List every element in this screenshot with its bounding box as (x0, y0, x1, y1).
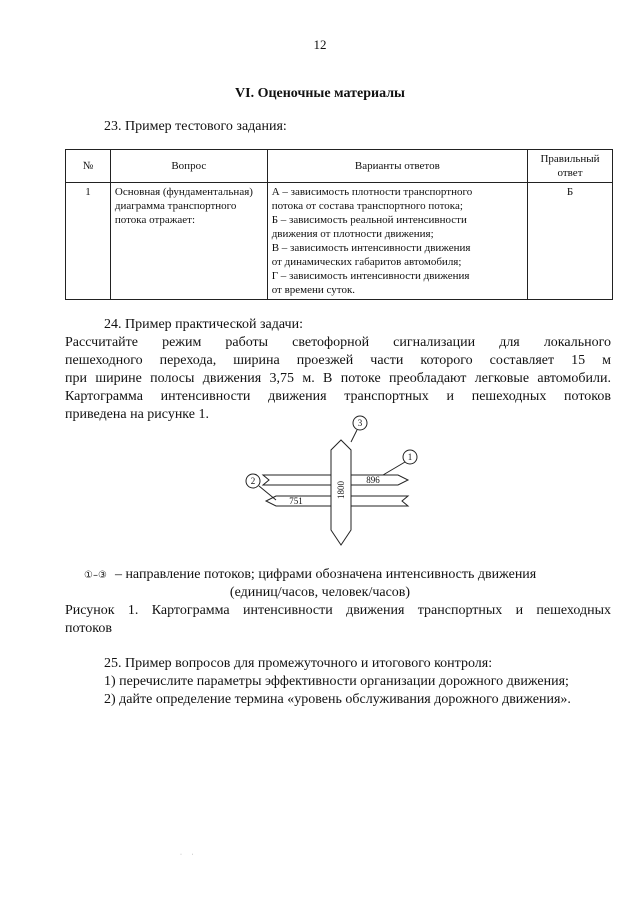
page-number: 12 (313, 37, 327, 52)
leader-line-1 (383, 462, 405, 475)
flow-cartogram (238, 412, 428, 557)
flow-value-1: 896 (366, 475, 380, 485)
practical-task-heading: 24. Пример практической задачи: (104, 317, 303, 332)
practical-task-line: Картограмма интенсивности движения транспортных и пешеходных потоков (65, 389, 611, 404)
row-question: Основная (фундаментальная) диаграмма транспортного потока отражает: (110, 183, 267, 300)
leader-line-3 (351, 430, 357, 442)
flow-label-1: 1 (407, 452, 413, 462)
control-question-item: 2) дайте определение термина «уровень обслуживания дорожного движения». (104, 692, 571, 707)
test-table (65, 149, 613, 300)
practical-task-line: пешеходного перехода, ширина проезжей части которого составляет 15 м (65, 353, 611, 368)
leader-line-2 (259, 486, 276, 500)
legend-text: – направление потоков; цифрами обозначена интенсивность движения (114, 567, 537, 582)
practical-task-line: при ширине полосы движения 3,75 м. В потоке преобладают легковые автомобили. (65, 371, 611, 386)
option-line: от динамических габаритов автомобиля; (271, 256, 462, 268)
header-options: Варианты ответов (267, 150, 527, 183)
option-line: от времени суток. (271, 284, 356, 296)
option-line: Б – зависимость реальной интенсивности (271, 214, 467, 226)
option-line: В – зависимость интенсивности движения (271, 242, 471, 254)
option-line: потока от состава транспортного потока; (271, 200, 463, 212)
option-line: движения от плотности движения; (271, 228, 434, 240)
diagram-legend (84, 566, 536, 584)
option-line: Г – зависимость интенсивности движения (271, 270, 470, 282)
scan-mark: · · (180, 852, 198, 858)
flow-value-3: 1800 (336, 481, 346, 499)
control-question-item: 1) перечислите параметры эффективности организации дорожного движения; (104, 674, 569, 689)
option-line: А – зависимость плотности транспортного (271, 186, 473, 198)
flow-circle-icon: ①–③ (84, 570, 107, 581)
header-number: № (66, 150, 111, 183)
header-answer: Правильный ответ (528, 150, 613, 183)
flow-label-3: 3 (357, 418, 363, 428)
practical-task-line: приведена на рисунке 1. (65, 407, 209, 422)
control-questions-heading: 25. Пример вопросов для промежуточного и итогового контроля: (104, 656, 493, 671)
header-question: Вопрос (110, 150, 267, 183)
flow-label-2: 2 (250, 476, 256, 486)
section-title: VI. Оценочные материалы (235, 86, 405, 101)
figure-caption-cont: потоков (65, 621, 112, 636)
table-row (66, 183, 613, 300)
test-example-heading: 23. Пример тестового задания: (104, 119, 287, 134)
row-options (267, 183, 527, 300)
legend-units: (единиц/часов, человек/часов) (229, 585, 411, 600)
figure-caption: Рисунок 1. Картограмма интенсивности движения транспортных и пешеходных (65, 603, 611, 618)
flow-value-2: 751 (289, 496, 303, 506)
practical-task-line: Рассчитайте режим работы светофорной сигнализации для локального (65, 335, 611, 350)
row-answer: Б (528, 183, 613, 300)
table-header-row (66, 150, 613, 183)
row-number: 1 (66, 183, 111, 300)
